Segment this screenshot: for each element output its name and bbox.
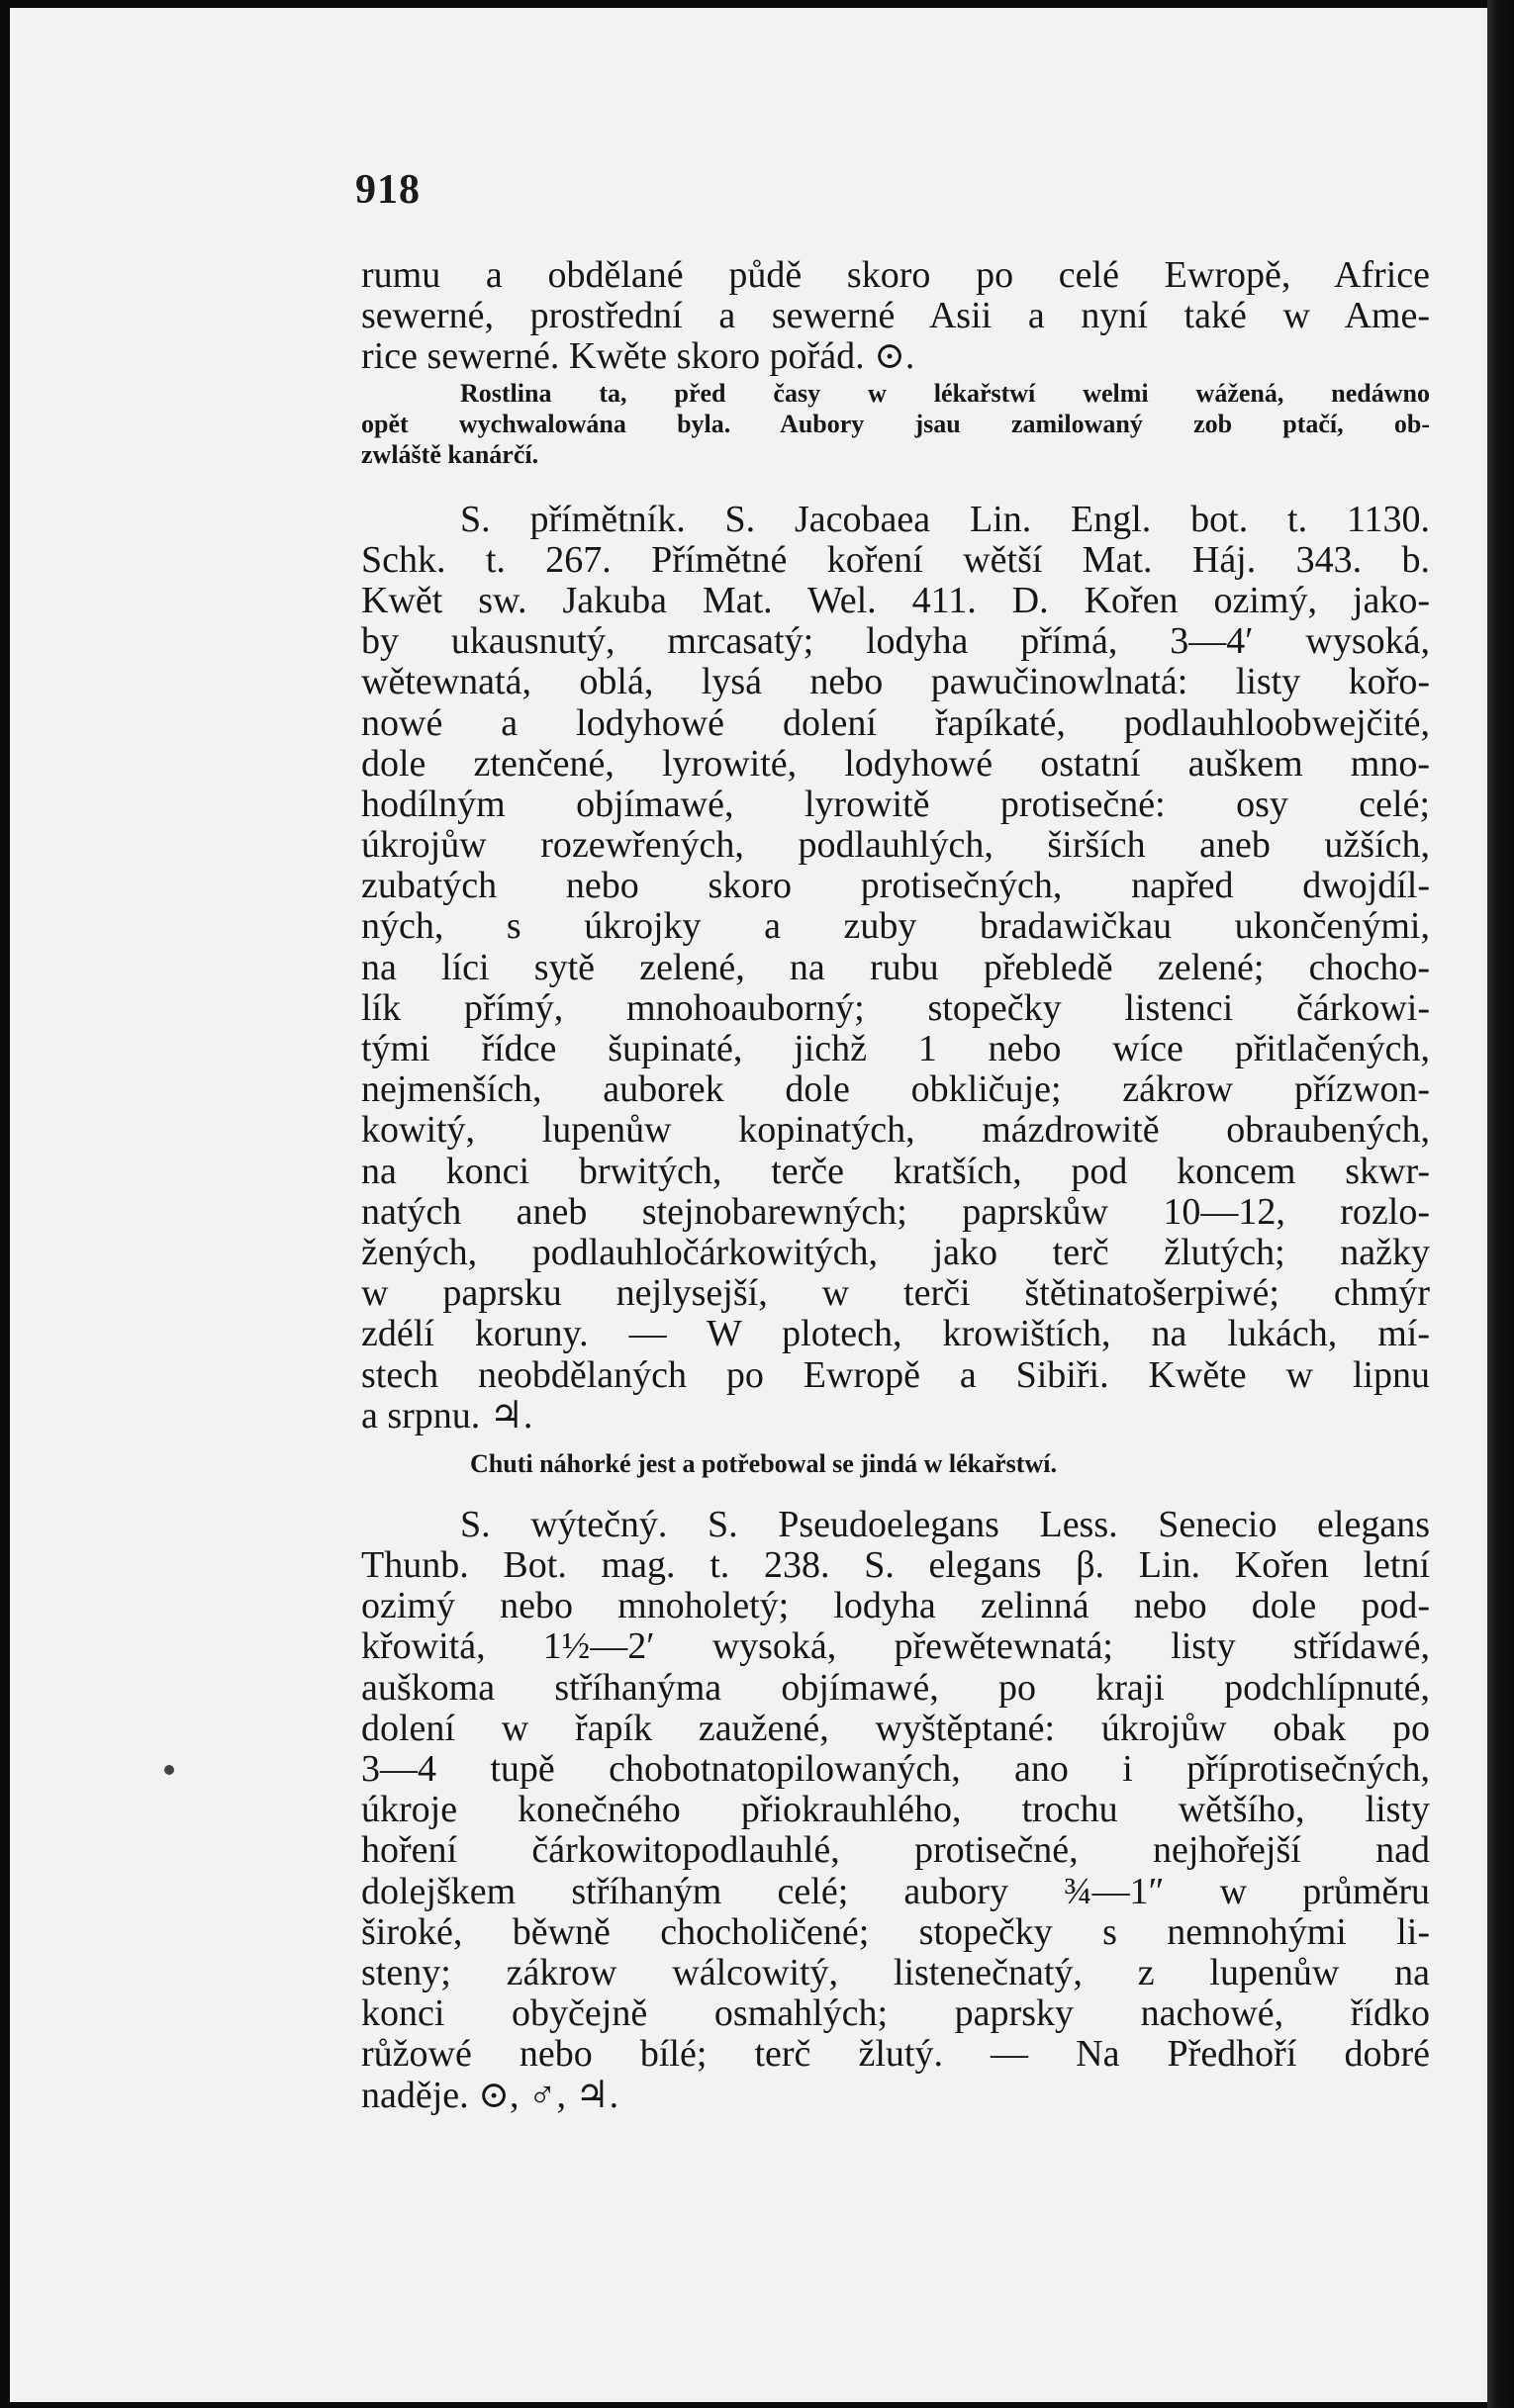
text-line: S. wýtečný. S. Pseudoelegans Less. Senecio elegans: [460, 1503, 1430, 1545]
text-line: nowé a lodyhowé dolení řapíkaté, podlauhloobwejčité,: [361, 701, 1430, 744]
text-line: zdélí koruny. — W plotech, krowištích, na lukách, mí-: [361, 1313, 1430, 1355]
text-line: sewerné, prostřední a sewerné Asii a nyní také w Ame-: [361, 295, 1430, 337]
paragraph-habitat-end: [361, 255, 1430, 378]
text-line: w paprsku nejlysejší, w terči štětinatošerpiwé; chmýr: [361, 1272, 1430, 1315]
text-line: rice sewerné. Kwěte skoro pořád. ⊙.: [361, 335, 915, 378]
text-line: ných, s úkrojky a zuby bradawičkau ukončenými,: [361, 905, 1430, 948]
text-line: na konci brwitých, terče kratších, pod koncem skwr-: [361, 1150, 1430, 1192]
text-line: natých aneb stejnobarewných; paprskůw 10—12, rozlo-: [361, 1190, 1430, 1233]
text-line: a srpnu. ♃.: [361, 1394, 533, 1436]
page-edge-shadow: [1487, 0, 1514, 2408]
text-column: [361, 255, 1430, 2116]
text-line: by ukausnutý, mrcasatý; lodyha přímá, 3—4′ wysoká,: [361, 620, 1430, 663]
text-line: křowitá, 1½—2′ wysoká, přewětewnatá; listy střídawé,: [361, 1625, 1430, 1668]
text-line: auškoma stříhanýma objímawé, po kraji podchlípnuté,: [361, 1666, 1430, 1709]
margin-dot: [164, 1765, 174, 1775]
text-line: růžowé nebo bílé; terč žlutý. — Na Předhoří dobré: [361, 2033, 1430, 2076]
text-line: wětewnatá, oblá, lysá nebo pawučinowlnatá: listy kořo-: [361, 661, 1430, 703]
text-line: rumu a obdělané půdě skoro po celé Ewropě, Africe: [361, 254, 1430, 296]
text-line: tými řídce šupinaté, jichž 1 nebo wíce přitlačených,: [361, 1028, 1430, 1069]
text-line: žených, podlauhločárkowitých, jako terč žlutých; nažky: [361, 1231, 1430, 1273]
text-line: úkrojůw rozewřených, podlauhlých, širších aneb užších,: [361, 824, 1430, 867]
text-line: dolejškem stříhaným celé; aubory ¾—1″ w průměru: [361, 1870, 1430, 1912]
text-line: dole ztenčené, lyrowité, lodyhowé ostatní auškem mno-: [361, 742, 1430, 785]
text-line: Thunb. Bot. mag. t. 238. S. elegans β. Lin. Kořen letní: [361, 1544, 1430, 1587]
note-line: Rostlina ta, před časy w lékařstwí welmi wážená, nedáwno: [460, 378, 1430, 408]
text-line: hoření čárkowitopodlauhlé, protisečné, nejhořejší nad: [361, 1829, 1430, 1872]
note-line: opět wychwalowána byla. Aubory jsau zamilowaný zob ptačí, ob-: [361, 409, 1430, 438]
text-line: stech neobdělaných po Ewropě a Sibiři. Kwěte w lipnu: [361, 1353, 1430, 1396]
text-line: ozimý nebo mnoholetý; lodyha zelinná nebo dole pod-: [361, 1585, 1430, 1627]
species-entry-jacobaea: [361, 500, 1430, 1436]
text-line: nejmenších, auborek dole obkličuje; zákrow přízwon-: [361, 1068, 1430, 1111]
text-line: hodílným objímawé, lyrowitě protisečné: osy celé;: [361, 783, 1430, 825]
text-line: steny; zákrow wálcowitý, listenečnatý, z lupenůw na: [361, 1951, 1430, 1993]
note-line: zwláště kanárčí.: [361, 439, 539, 469]
text-line: Schk. t. 267. Přímětné koření wětší Mat. Háj. 343. b.: [361, 538, 1430, 581]
text-line: úkroje konečného přiokrauhlého, trochu wětšího, listy: [361, 1789, 1430, 1831]
species-entry-pseudoelegans: [361, 1505, 1430, 2116]
text-line: kowitý, lupenůw kopinatých, mázdrowitě obraubených,: [361, 1109, 1430, 1152]
text-line: S. přímětník. S. Jacobaea Lin. Engl. bot. t. 1130.: [460, 498, 1430, 540]
book-page: [10, 8, 1487, 2402]
note-small-print-1: [361, 378, 1430, 470]
note-small-print-2: Chuti náhorké jest a potřebowal se jindá w lékařstwí.: [470, 1448, 1057, 1478]
text-line: široké, běwně chocholičené; stopečky s nemnohými li-: [361, 1910, 1430, 1953]
text-line: dolení w řapík zaužené, wyštěptané: úkrojůw obak po: [361, 1707, 1430, 1749]
text-line: naděje. ⊙, ♂, ♃.: [361, 2074, 619, 2116]
text-line: 3—4 tupě chobotnatopilowaných, ano i příprotisečných,: [361, 1748, 1430, 1790]
text-line: na líci sytě zelené, na rubu přebledě zelené; chocho-: [361, 946, 1430, 988]
text-line: konci obyčejně osmahlých; paprsky nachowé, řídko: [361, 1992, 1430, 2035]
text-line: zubatých nebo skoro protisečných, napřed dwojdíl-: [361, 865, 1430, 907]
text-line: Kwět sw. Jakuba Mat. Wel. 411. D. Kořen ozimý, jako-: [361, 579, 1430, 621]
text-line: lík přímý, mnohoauborný; stopečky listenci čárkowi-: [361, 986, 1430, 1029]
page-number: 918: [355, 167, 421, 213]
